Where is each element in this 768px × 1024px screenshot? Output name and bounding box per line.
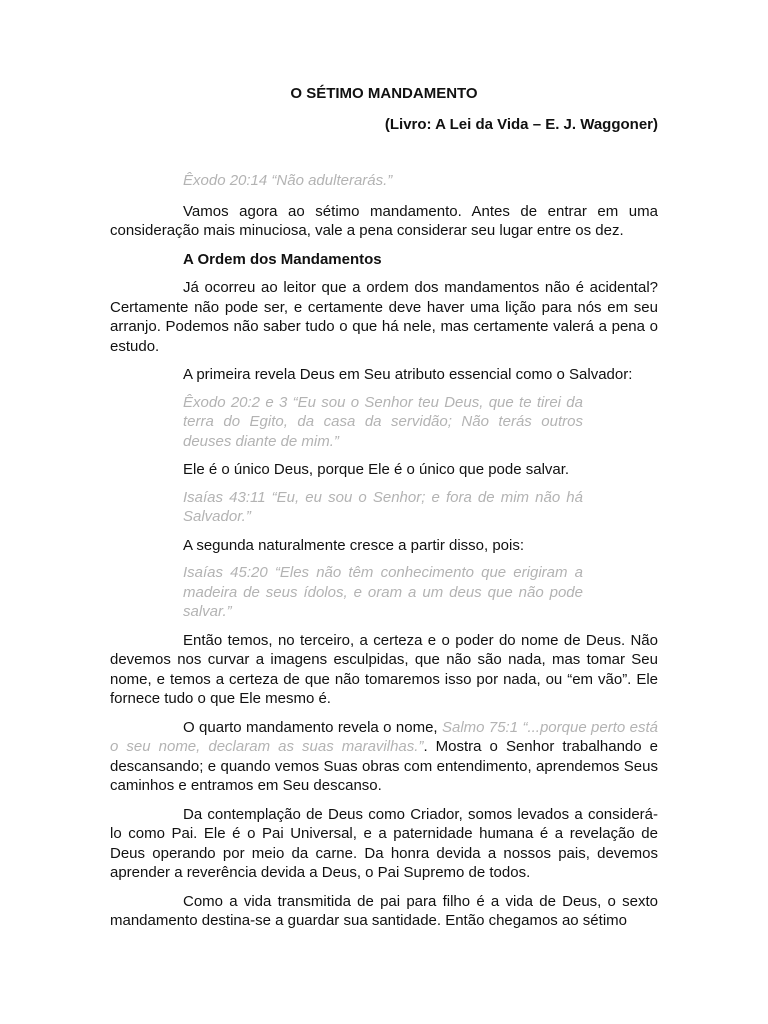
scripture-quote: Êxodo 20:2 e 3 “Eu sou o Senhor teu Deus, que te tirei da terra do Egito, da casa da servidão; Não terás outros deuses diante de mim.” <box>183 393 583 450</box>
scripture-quote: Êxodo 20:14 “Não adulterarás.” <box>183 172 393 189</box>
scripture-quote: Isaías 45:20 “Eles não têm conhecimento que erigiram a madeira de seus ídolos, e oram a um deus que não pode salvar.” <box>183 564 583 620</box>
page-title: O SÉTIMO MANDAMENTO <box>290 85 478 102</box>
section-heading: A Ordem dos Mandamentos <box>183 250 382 268</box>
inline-scripture-quote: Salmo 75:1 “...porque perto está o seu nome, declaram as suas maravilhas.” <box>110 718 658 755</box>
paragraph: Da contemplação de Deus como Criador, somos levados a considerá-lo como Pai. Ele é o Pai Universal, e a paternidade humana é a revelação de Deus operando por meio da carne. Da honra devida a nossos pais, devemos aprender a reverência devida a Deus, o Pai Supremo de todos. <box>110 805 658 881</box>
paragraph: Então temos, no terceiro, a certeza e o poder do nome de Deus. Não devemos nos curvar a imagens esculpidas, que não são nada, mas tomar Seu nome, e temos a certeza de que não tomaremos isso por nada, ou “em vão”. Ele fornece tudo o que Ele mesmo é. <box>110 631 658 707</box>
paragraph: Como a vida transmitida de pai para filho é a vida de Deus, o sexto mandamento destina-se a guardar sua santidade. Então chegamos ao sétimo <box>110 892 658 929</box>
paragraph: Vamos agora ao sétimo mandamento. Antes de entrar em uma consideração mais minuciosa, vale a pena considerar seu lugar entre os dez. <box>110 202 658 239</box>
paragraph: Ele é o único Deus, porque Ele é o único que pode salvar. <box>183 461 570 478</box>
paragraph-text: O quarto mandamento revela o nome, <box>183 718 442 736</box>
paragraph-text: . Mostra o Senhor trabalhando e descansando; e quando vemos Suas obras com entendimento, aprendemos Seus caminhos e entramos em Seu descanso. <box>110 738 658 794</box>
paragraph <box>110 718 658 796</box>
paragraph: Já ocorreu ao leitor que a ordem dos mandamentos não é acidental? Certamente não pode ser, e certamente deve haver uma lição para nós em seu arranjo. Podemos não saber tudo o que há nele, mas certamente valerá a pena o estudo. <box>110 279 658 355</box>
scripture-quote: Isaías 43:11 “Eu, eu sou o Senhor; e fora de mim não há Salvador.” <box>183 488 583 525</box>
page-subtitle: (Livro: A Lei da Vida – E. J. Waggoner) <box>384 116 658 133</box>
paragraph: A primeira revela Deus em Seu atributo essencial como o Salvador: <box>183 366 633 383</box>
paragraph: A segunda naturalmente cresce a partir disso, pois: <box>183 536 525 554</box>
document-body <box>110 171 658 931</box>
